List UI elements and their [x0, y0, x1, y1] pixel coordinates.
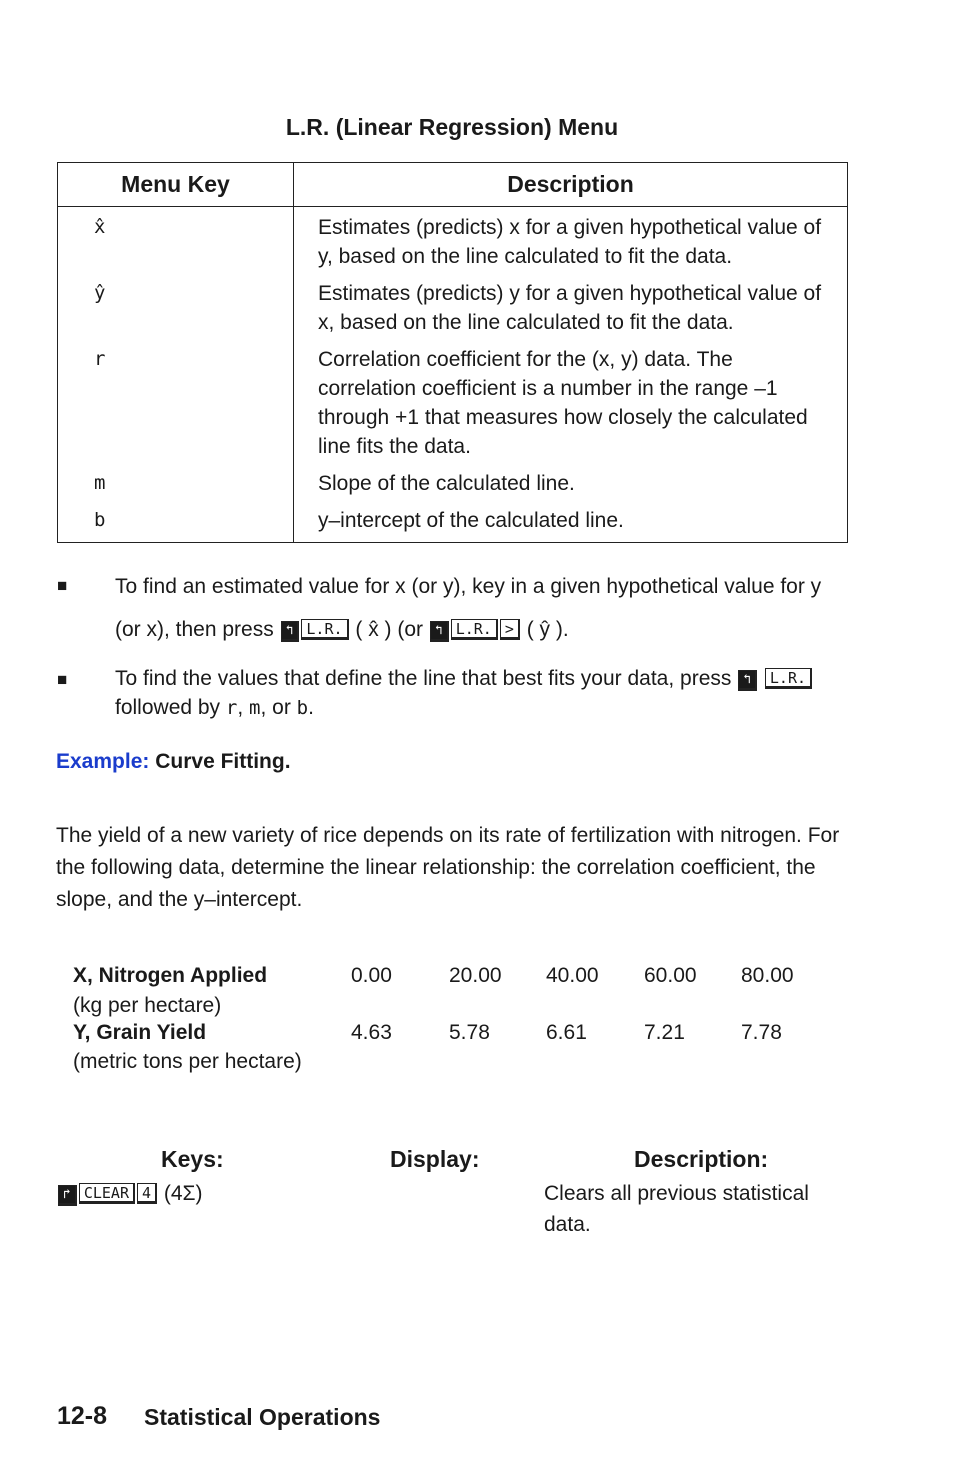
bullet-2-line-2: followed by r, m, or b. — [115, 696, 314, 719]
x-value: 60.00 — [644, 964, 697, 987]
step-desc-line-1: Clears all previous statistical — [544, 1182, 809, 1205]
bullet-square-icon: ■ — [57, 670, 68, 689]
example-title: Curve Fitting. — [155, 750, 291, 773]
left-shift-key-icon: ↰ — [430, 621, 449, 642]
step-keys — [57, 1180, 203, 1208]
x-label: X, Nitrogen Applied — [73, 964, 268, 987]
menu-key-m: m — [58, 468, 294, 505]
example-heading — [56, 750, 291, 774]
y-value: 5.78 — [449, 1021, 490, 1044]
y-value: 6.61 — [546, 1021, 587, 1044]
bullet-text: To find the values that define the line that best fits your data, press — [115, 667, 732, 690]
menu-desc: Estimates (predicts) x for a given hypothetical value of y, based on the line calculated to fit the data. — [294, 207, 848, 279]
step-softkey: (4Σ) — [163, 1182, 203, 1205]
right-arrow-key: > — [500, 619, 520, 640]
lr-menu-table — [57, 162, 848, 543]
page-number: 12-8 — [57, 1402, 108, 1430]
display-header: Display: — [390, 1146, 480, 1172]
menu-desc: Estimates (predicts) y for a given hypothetical value of x, based on the line calculated to fit the data. — [294, 278, 848, 344]
x-unit: (kg per hectare) — [73, 994, 222, 1017]
table-row — [58, 207, 848, 279]
menu-desc: Correlation coefficient for the (x, y) data. The correlation coefficient is a number in the range –1 through +1 that measures how closely the calculated line fits the data. — [294, 344, 848, 468]
table-row — [58, 278, 848, 344]
lr-key: L.R. — [451, 619, 498, 640]
y-value: 7.21 — [644, 1021, 685, 1044]
bullet-square-icon: ■ — [57, 576, 68, 595]
x-value: 0.00 — [351, 964, 392, 987]
clear-key: CLEAR — [79, 1183, 135, 1204]
menu-desc: Slope of the calculated line. — [294, 468, 848, 505]
bullet-text: ( x̂ ) (or — [355, 618, 424, 641]
table-row — [58, 468, 848, 505]
x-value: 80.00 — [741, 964, 794, 987]
table-header-row — [58, 163, 848, 207]
bullet-text: ( ŷ ). — [526, 618, 569, 641]
bullet-2-line-1 — [115, 664, 855, 693]
y-value: 7.78 — [741, 1021, 782, 1044]
table-row — [58, 505, 848, 543]
bullet-text: (or x), then press — [115, 618, 274, 641]
left-shift-key-icon: ↰ — [738, 670, 757, 691]
lr-key: L.R. — [765, 668, 812, 689]
x-value: 20.00 — [449, 964, 502, 987]
example-label: Example: — [56, 750, 150, 773]
menu-key-r: r — [58, 344, 294, 468]
y-unit: (metric tons per hectare) — [73, 1050, 302, 1073]
menu-key-header: Menu Key — [58, 163, 294, 207]
y-value: 4.63 — [351, 1021, 392, 1044]
menu-key-xhat: x̂ — [58, 207, 294, 279]
description-header: Description — [294, 163, 848, 207]
bullet-1-line-2 — [115, 615, 855, 644]
table-title: L.R. (Linear Regression) Menu — [285, 114, 619, 140]
chapter-title: Statistical Operations — [144, 1404, 381, 1430]
description-header: Description: — [634, 1146, 769, 1172]
menu-key-r: r — [225, 697, 238, 719]
menu-key-b: b — [296, 697, 309, 719]
y-label: Y, Grain Yield — [73, 1021, 207, 1044]
keys-header: Keys: — [161, 1146, 224, 1172]
four-key: 4 — [137, 1183, 157, 1204]
menu-key-yhat: ŷ — [58, 278, 294, 344]
example-paragraph: The yield of a new variety of rice depends on its rate of fertilization with nitrogen. For the following data, determine the linear relationship: the correlation coefficient, the slope, and the y–intercept. — [56, 824, 840, 911]
menu-key-m: m — [249, 697, 261, 719]
x-value: 40.00 — [546, 964, 599, 987]
bullet-1-line-1: To find an estimated value for x (or y), key in a given hypothetical value for y — [115, 575, 822, 598]
bullet-text: followed by — [115, 696, 221, 719]
bullet-text: , or — [260, 696, 291, 719]
step-desc-line-2: data. — [544, 1213, 591, 1236]
menu-key-b: b — [58, 505, 294, 543]
menu-desc: y–intercept of the calculated line. — [294, 505, 848, 543]
right-shift-key-icon: ↱ — [58, 1185, 77, 1206]
table-row — [58, 344, 848, 468]
left-shift-key-icon: ↰ — [281, 621, 300, 642]
lr-key: L.R. — [301, 619, 348, 640]
